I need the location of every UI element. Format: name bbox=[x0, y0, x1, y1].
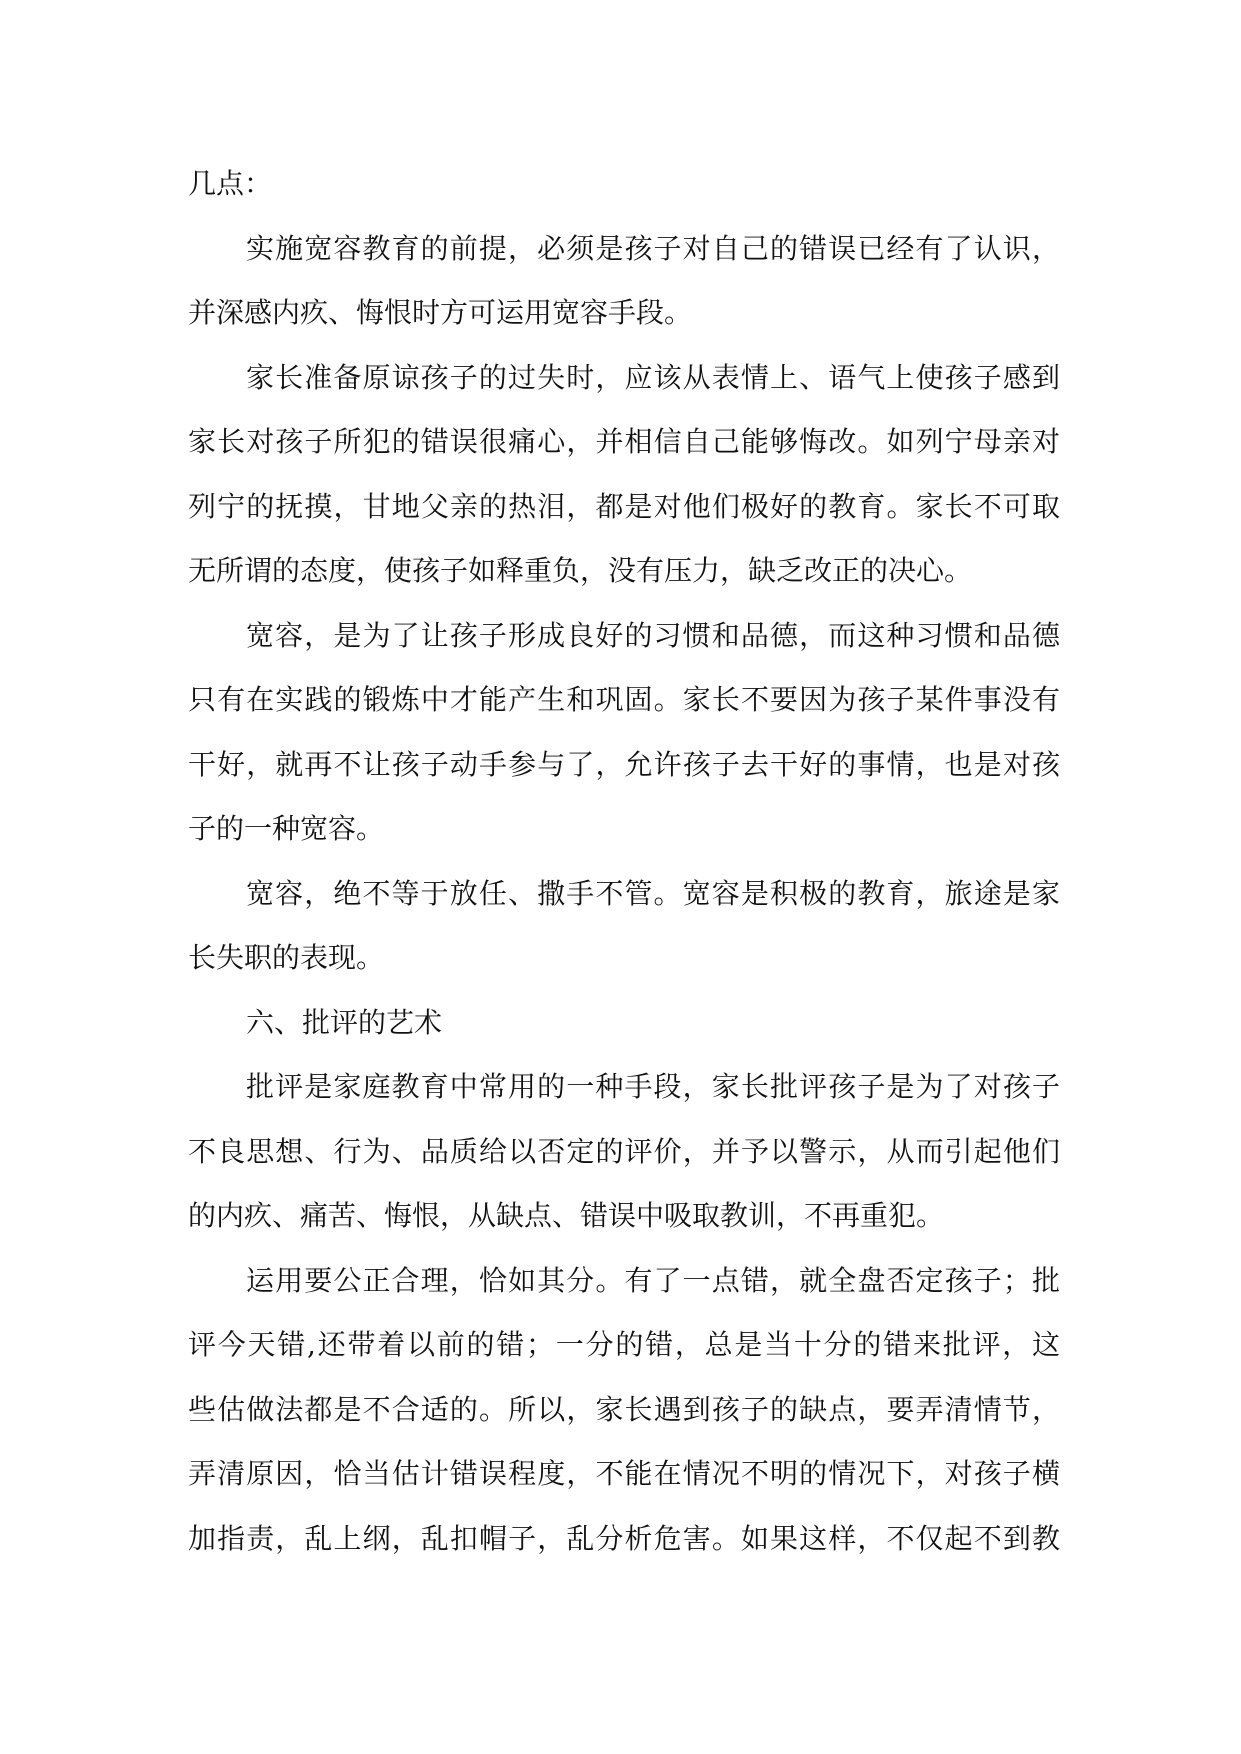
text-line: 实施宽容教育的前提，必须是孩子对自己的错误已经有了认识， bbox=[246, 231, 1060, 265]
text-line: 些估做法都是不合适的。所以，家长遇到孩子的缺点，要弄清情节， bbox=[188, 1392, 1060, 1426]
text-line: 并深感内疚、悔恨时方可运用宽容手段。 bbox=[188, 296, 693, 329]
text-line: 干好，就再不让孩子动手参与了，允许孩子去干好的事情，也是对孩 bbox=[188, 747, 1060, 781]
text-line: 只有在实践的锻炼中才能产生和巩固。家长不要因为孩子某件事没有 bbox=[188, 683, 1060, 716]
text-line: 的内疚、痛苦、悔恨，从缺点、错误中吸取教训，不再重犯。 bbox=[188, 1199, 945, 1232]
text-line: 加指责，乱上纲，乱扣帽子，乱分析危害。如果这样，不仅起不到教 bbox=[188, 1521, 1060, 1555]
text-line: 评今天错,还带着以前的错；一分的错，总是当十分的错来批评，这 bbox=[188, 1328, 1060, 1361]
text-line: 家长对孩子所犯的错误很痛心，并相信自己能够悔改。如列宁母亲对 bbox=[188, 425, 1060, 458]
text-line: 弄清原因，恰当估计错误程度，不能在情况不明的情况下，对孩子横 bbox=[188, 1457, 1060, 1490]
text-line: 子的一种宽容。 bbox=[188, 812, 385, 845]
section-heading: 六、批评的艺术 bbox=[246, 1005, 443, 1039]
text-line: 列宁的抚摸，甘地父亲的热泪，都是对他们极好的教育。家长不可取 bbox=[188, 489, 1060, 523]
text-line: 家长准备原谅孩子的过失时，应该从表情上、语气上使孩子感到 bbox=[246, 360, 1060, 394]
text-line: 无所谓的态度，使孩子如释重负，没有压力，缺乏改正的决心。 bbox=[188, 554, 973, 587]
text-line: 不良思想、行为、品质给以否定的评价，并予以警示，从而引起他们 bbox=[188, 1134, 1060, 1168]
text-line: 批评是家庭教育中常用的一种手段，家长批评孩子是为了对孩子 bbox=[246, 1070, 1060, 1103]
text-line: 长失职的表现。 bbox=[188, 941, 385, 974]
text-line: 宽容，是为了让孩子形成良好的习惯和品德，而这种习惯和品德 bbox=[246, 618, 1060, 652]
text-line: 几点： bbox=[188, 167, 273, 200]
text-line: 宽容，绝不等于放任、撒手不管。宽容是积极的教育，旅途是家 bbox=[246, 876, 1060, 910]
text-line: 运用要公正合理，恰如其分。有了一点错，就全盘否定孩子；批 bbox=[246, 1263, 1060, 1297]
document-body bbox=[188, 152, 1060, 1571]
